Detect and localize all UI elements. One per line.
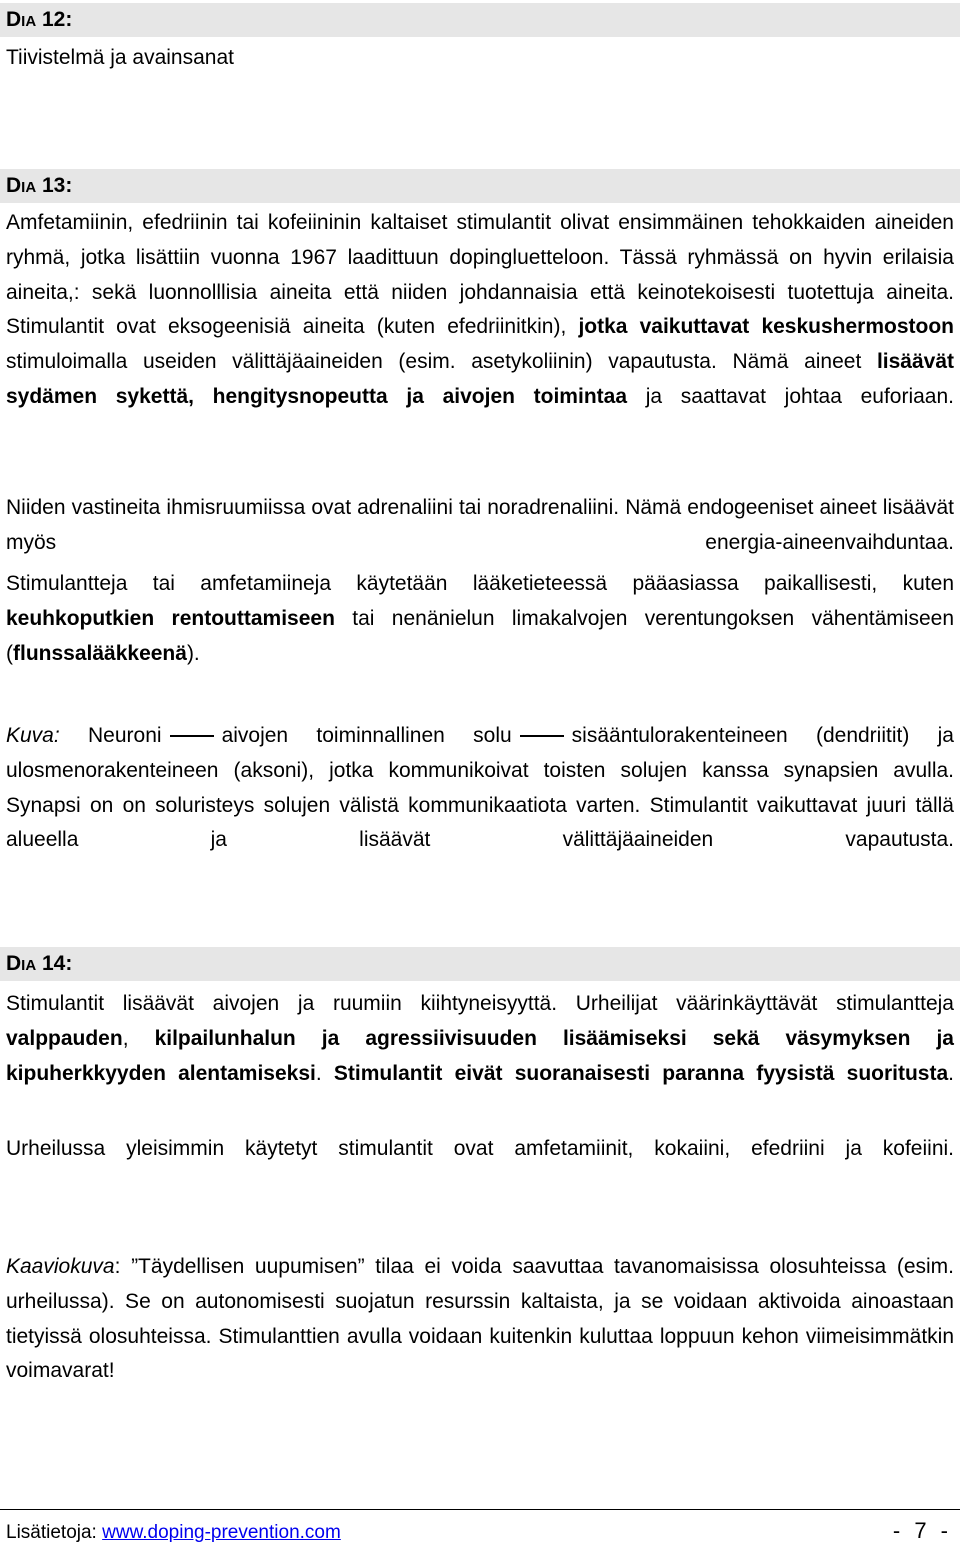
- dia12-heading: [0, 3, 960, 37]
- caption-label: Kaaviokuva: [6, 1255, 115, 1278]
- text-run: .: [948, 1061, 954, 1085]
- text-run: : ”Täydellisen uupumisen” tilaa ei voida saavuttaa tavanomaisissa olosuhteissa (esim. urheilussa). Se on autonomisesti suojatun resurssin kaltaista, ja se voidaan aktivoida ainoastaan tietyissä olosuhteissa. Stimulanttien avulla voidaan kuitenkin kuluttaa loppuun kehon viimeisimmätkin voimavarat!: [6, 1255, 954, 1383]
- heading-letter: D: [6, 952, 22, 975]
- heading-smallcaps: IA: [21, 957, 37, 974]
- text-run: sisääntulorakenteineen (dendriitit) ja ulosmenorakenteineen (aksoni), jotka kommunikoivat toisten solujen kanssa synapsien avulla. Synapsi on on soluristeys solujen välistä kommunikaatiota varten. Stimulantit vaikuttavat juuri tällä alueella ja lisäävät välittäjäaineiden vapautusta.: [6, 724, 954, 852]
- bold-run: Stimulantit eivät suoranaisesti paranna fyysistä suoritusta: [333, 1061, 949, 1085]
- bold-run: valppauden: [6, 1026, 123, 1050]
- footer-label: Lisätietoja:: [6, 1522, 103, 1543]
- caption-label: Kuva:: [6, 724, 60, 747]
- dia14-diagram-caption: [6, 1250, 954, 1389]
- text-run: tai nenänielun limakalvojen verentungoksen vähentämiseen (: [6, 606, 954, 665]
- bold-run: lisäävät sydämen sykettä, hengitysnopeutta ja aivojen toimintaa: [6, 350, 954, 408]
- dia14-paragraph-1: [6, 987, 954, 1091]
- em-dash: [170, 735, 214, 737]
- heading-smallcaps: IA: [21, 13, 37, 30]
- text-run: Stimulantteja tai amfetamiineja käytetään lääketieteessä pääasiassa paikallisesti, kuten: [6, 572, 954, 595]
- heading-number: 13:: [36, 174, 73, 197]
- dia12-subtitle: Tiivistelmä ja avainsanat: [6, 46, 234, 69]
- footer-rule: [0, 1509, 960, 1510]
- text-run: Stimulantit lisäävät aivojen ja ruumiin kiihtyneisyyttä. Urheilijat väärinkäyttävät stimulantteja: [6, 992, 954, 1015]
- em-dash: [520, 735, 564, 737]
- dia13-paragraph-3: [6, 567, 954, 671]
- dia14-heading: [0, 947, 960, 981]
- dia13-paragraph-1: [6, 206, 954, 415]
- heading-smallcaps: IA: [21, 179, 37, 196]
- text-run: ).: [186, 641, 200, 665]
- heading-letter: D: [6, 174, 22, 197]
- footer-link[interactable]: www.doping-prevention.com: [102, 1522, 341, 1543]
- heading-letter: D: [6, 8, 22, 31]
- text-run: aivojen toiminnallinen solu: [221, 724, 512, 747]
- text-run: Neuroni: [59, 724, 162, 747]
- bold-run: flunssalääkkeenä: [13, 641, 187, 665]
- heading-number: 14:: [36, 952, 73, 975]
- page-number: - 7 -: [892, 1518, 952, 1543]
- dia14-paragraph-2: Urheilussa yleisimmin käytetyt stimulantit ovat amfetamiinit, kokaiini, efedriini ja kofeiini.: [6, 1137, 954, 1160]
- heading-number: 12:: [36, 8, 73, 31]
- footer: [6, 1521, 341, 1545]
- text-run: stimuloimalla useiden välittäjäaineiden (esim. asetykoliinin) vapautusta. Nämä aineet: [6, 350, 877, 374]
- bold-run: jotka vaikuttavat keskushermostoon: [578, 315, 954, 339]
- dia13-paragraph-2: Niiden vastineita ihmisruumiissa ovat adrenaliini tai noradrenaliini. Nämä endogeeniset aineet lisäävät myös energia-aineenvaihduntaa.: [6, 496, 954, 554]
- dia13-heading: [0, 169, 960, 203]
- dia13-image-caption: [6, 719, 954, 858]
- bold-run: kilpailunhalun ja agressiivisuuden lisäämiseksi sekä väsymyksen ja kipuherkkyyden alentamiseksi: [6, 1026, 954, 1085]
- bold-run: keuhkoputkien rentouttamiseen: [6, 606, 335, 630]
- text-run: ja saattavat johtaa euforiaan.: [627, 384, 954, 408]
- text-run: Amfetamiinin, efedriinin tai kofeiininin kaltaiset stimulantit olivat ensimmäinen tehokkaiden aineiden ryhmä, jotka lisättiin vuonna 1967 laadittuun dopingluetteloon. Tässä ryhmässä on hyvin erilaisia aineita,: sekä luonnolllisia aineita että niiden johdannaisia että keinotekoisesti tuotettuja aineita. Stimulantit ovat eksogeenisiä aineita (kuten efedriinitkin),: [6, 211, 954, 339]
- text-run: ,: [122, 1026, 155, 1050]
- text-run: .: [315, 1061, 334, 1085]
